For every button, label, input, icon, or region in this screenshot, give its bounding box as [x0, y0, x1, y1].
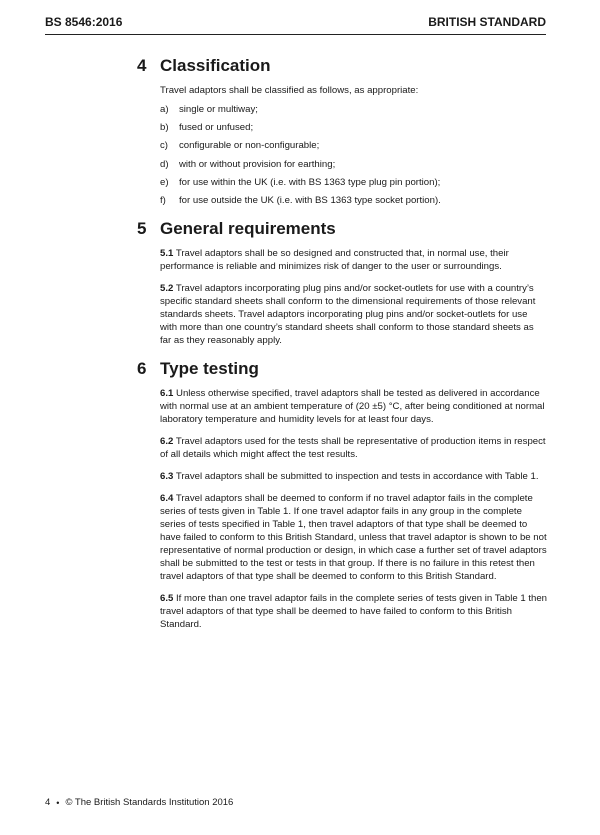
clause-text: Travel adaptors shall be submitted to inspection and tests in accordance with Table 1. [175, 470, 539, 482]
clause-number: 6.3 [160, 470, 174, 482]
section-body [160, 247, 547, 347]
clause-text: Travel adaptors used for the tests shall be representative of production items in respect of all details which might affect the test results. [160, 435, 546, 460]
clause-number: 6.4 [160, 492, 174, 504]
clause-paragraph [160, 282, 547, 347]
clause-text: Travel adaptors shall be deemed to conform if no travel adaptor fails in the complete series of tests given in Table 1. If one travel adaptor fails in any group in the complete series of tests specified in Table 1, then travel adaptors of that type shall be deemed to have failed to conform to this British Standard, unless that travel adaptor is shown to be not representative of normal production or design, in which case a further set of travel adaptors shall be submitted to the test or tests in that group. If there is no failure in this retest then travel adaptors of that type shall be deemed to conform to this British Standard. [160, 492, 547, 582]
list-item [160, 158, 547, 171]
list-item-text: with or without provision for earthing; [179, 158, 336, 170]
section-classification [137, 56, 547, 207]
clause-paragraph [160, 387, 547, 426]
section-body [160, 84, 547, 207]
page-header [45, 10, 546, 35]
clause-paragraph [160, 492, 547, 583]
section-title: General requirements [160, 218, 336, 238]
section-title: Classification [160, 56, 271, 75]
section-heading [137, 219, 547, 239]
list-item-text: configurable or non-configurable; [179, 140, 320, 152]
list-item [160, 194, 547, 207]
list-item-text: single or multiway; [179, 104, 258, 115]
section-general-requirements [137, 219, 547, 347]
clause-text: Unless otherwise specified, travel adaptors shall be tested as delivered in accordance with normal use at an ambient temperature of (20 ±5) °C, after being conditioned at normal laboratory temperature and humidity levels for at least four days. [160, 387, 545, 425]
clause-paragraph [160, 247, 547, 273]
section-body [160, 387, 547, 631]
list-item-text: for use within the UK (i.e. with BS 1363 type plug pin portion); [179, 176, 441, 188]
section-heading [137, 56, 547, 76]
section-heading [137, 359, 547, 379]
section-title: Type testing [160, 358, 259, 378]
clause-paragraph [160, 592, 547, 631]
list-item-text: for use outside the UK (i.e. with BS 1363 type socket portion). [179, 194, 441, 206]
standard-label: BRITISH STANDARD [428, 15, 546, 29]
list-item [160, 103, 547, 116]
clause-paragraph [160, 470, 547, 483]
section-number: 5 [137, 218, 147, 238]
list-item-text: fused or unfused; [179, 122, 254, 134]
page-number: 4 [45, 797, 51, 808]
clause-number: 5.1 [160, 247, 174, 259]
clause-text: Travel adaptors incorporating plug pins and/or socket-outlets for use with a country’s specific standard sheets shall conform to the dimensional requirements of those relevant standards sheets. Travel adaptors incorporating plug pins and/or socket-outlets for use with more than one country’s standard sheets shall conform to those standard sheets as far as they reasonably apply. [160, 282, 536, 346]
section-number: 4 [137, 56, 147, 75]
list-item [160, 176, 547, 189]
section-intro: Travel adaptors shall be classified as follows, as appropriate: [160, 85, 419, 96]
list-item [160, 139, 547, 152]
copyright-notice: © The British Standards Institution 2016 [65, 797, 234, 808]
document-id: BS 8546:2016 [45, 15, 123, 29]
page-content [137, 56, 547, 643]
list-item-label: c) [160, 140, 168, 152]
page-footer [45, 797, 233, 808]
list-item-label: a) [160, 104, 169, 115]
clause-number: 6.1 [160, 387, 174, 399]
list-item-label: d) [160, 158, 169, 170]
list-item-label: b) [160, 122, 169, 134]
clause-text: If more than one travel adaptor fails in the complete series of tests given in Table 1 then travel adaptors of that type shall be deemed to have failed to conform to this British Standard. [160, 592, 548, 630]
list-item [160, 121, 547, 134]
section-number: 6 [137, 358, 147, 378]
section-type-testing [137, 359, 547, 631]
clause-text: Travel adaptors shall be so designed and constructed that, in normal use, their performance is reliable and minimizes risk of danger to the user or surroundings. [160, 247, 509, 272]
list-item-label: e) [160, 176, 169, 188]
list-item-label: f) [160, 194, 166, 206]
clause-paragraph [160, 435, 547, 461]
clause-number: 5.2 [160, 282, 174, 294]
clause-number: 6.5 [160, 592, 174, 604]
clause-number: 6.2 [160, 435, 174, 447]
bullet-separator: • [56, 797, 60, 808]
